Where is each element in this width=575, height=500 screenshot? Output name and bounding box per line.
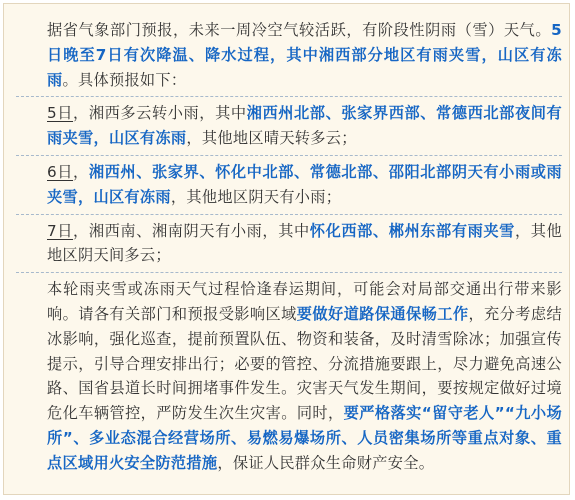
- day5-text: ，湘西多云转小雨，其中: [73, 104, 247, 123]
- closing-text-mid: ，充分考虑结冰影响，强化巡查，提前预置队伍、物资和装备，及时清雪除冰；加强宣传提示，引导合理安排出行；必要的管控、分流措施要跟上，尽力避免高速公路、国省县道长时间拥堵事件发生。灾害天气发生期间，要按规定做好过境危化车辆管控，严防发生次生灾害。同时，: [47, 304, 562, 423]
- divider: [16, 272, 562, 273]
- closing-highlight-road: 要做好道路保通保畅工作: [296, 304, 469, 323]
- day6-text: ，: [73, 162, 89, 181]
- closing-highlight-fire: 要严格落实“留守老人”“九小场所”、多业态混合经营场所、易燃易爆场所、人员密集场所等重点对象、重点区域用火安全防范措施: [47, 404, 562, 472]
- closing-tail: ，保证人民群众生命财产安全。: [217, 453, 435, 472]
- closing-text: 本轮雨夹雪或冻雨天气过程恰逢春运期间，可能会对局部交通出行带来影响。请各有关部门和预报受影响区域: [47, 280, 562, 323]
- day6-date: 6日: [47, 162, 74, 181]
- forecast-day7: [16, 219, 562, 269]
- day6-highlight: 湘西州、张家界、怀化中北部、常德北部、邵阳北部阴天有小雨或雨夹雪，山区有冻雨: [47, 162, 563, 206]
- notice-body: [16, 18, 562, 476]
- day5-tail: ，其他地区晴天转多云；: [186, 129, 357, 148]
- intro-text: 据省气象部门预报，未来一周冷空气较活跃，有阶段性阴雨（雪）天气。: [47, 21, 552, 39]
- notice-card: [3, 3, 570, 495]
- intro-highlight: 5日晚至7日有次降温、降水过程，其中湘西部分地区有雨夹雪，山区有冻雨: [47, 21, 562, 89]
- day5-date: 5日: [47, 104, 74, 123]
- divider: [16, 155, 562, 156]
- forecast-day6: [16, 160, 562, 210]
- day7-tail: ，其他地区阴天间多云；: [47, 221, 563, 265]
- day6-tail: ，其他地区阴天有小雨；: [170, 187, 342, 206]
- closing-paragraph: [16, 277, 562, 475]
- intro-paragraph: [16, 18, 562, 92]
- day5-highlight: 湘西州北部、张家界西部、常德西北部夜间有雨夹雪，山区有冻雨: [47, 104, 563, 148]
- day7-highlight: 怀化西部、郴州东部有雨夹雪: [309, 221, 515, 240]
- day7-text: ，湘西南、湘南阴天有小雨，其中: [73, 221, 310, 240]
- divider: [16, 214, 562, 215]
- intro-tail: 。具体预报如下：: [62, 70, 187, 89]
- day7-date: 7日: [47, 221, 74, 240]
- forecast-day5: [16, 101, 562, 151]
- divider: [16, 96, 562, 97]
